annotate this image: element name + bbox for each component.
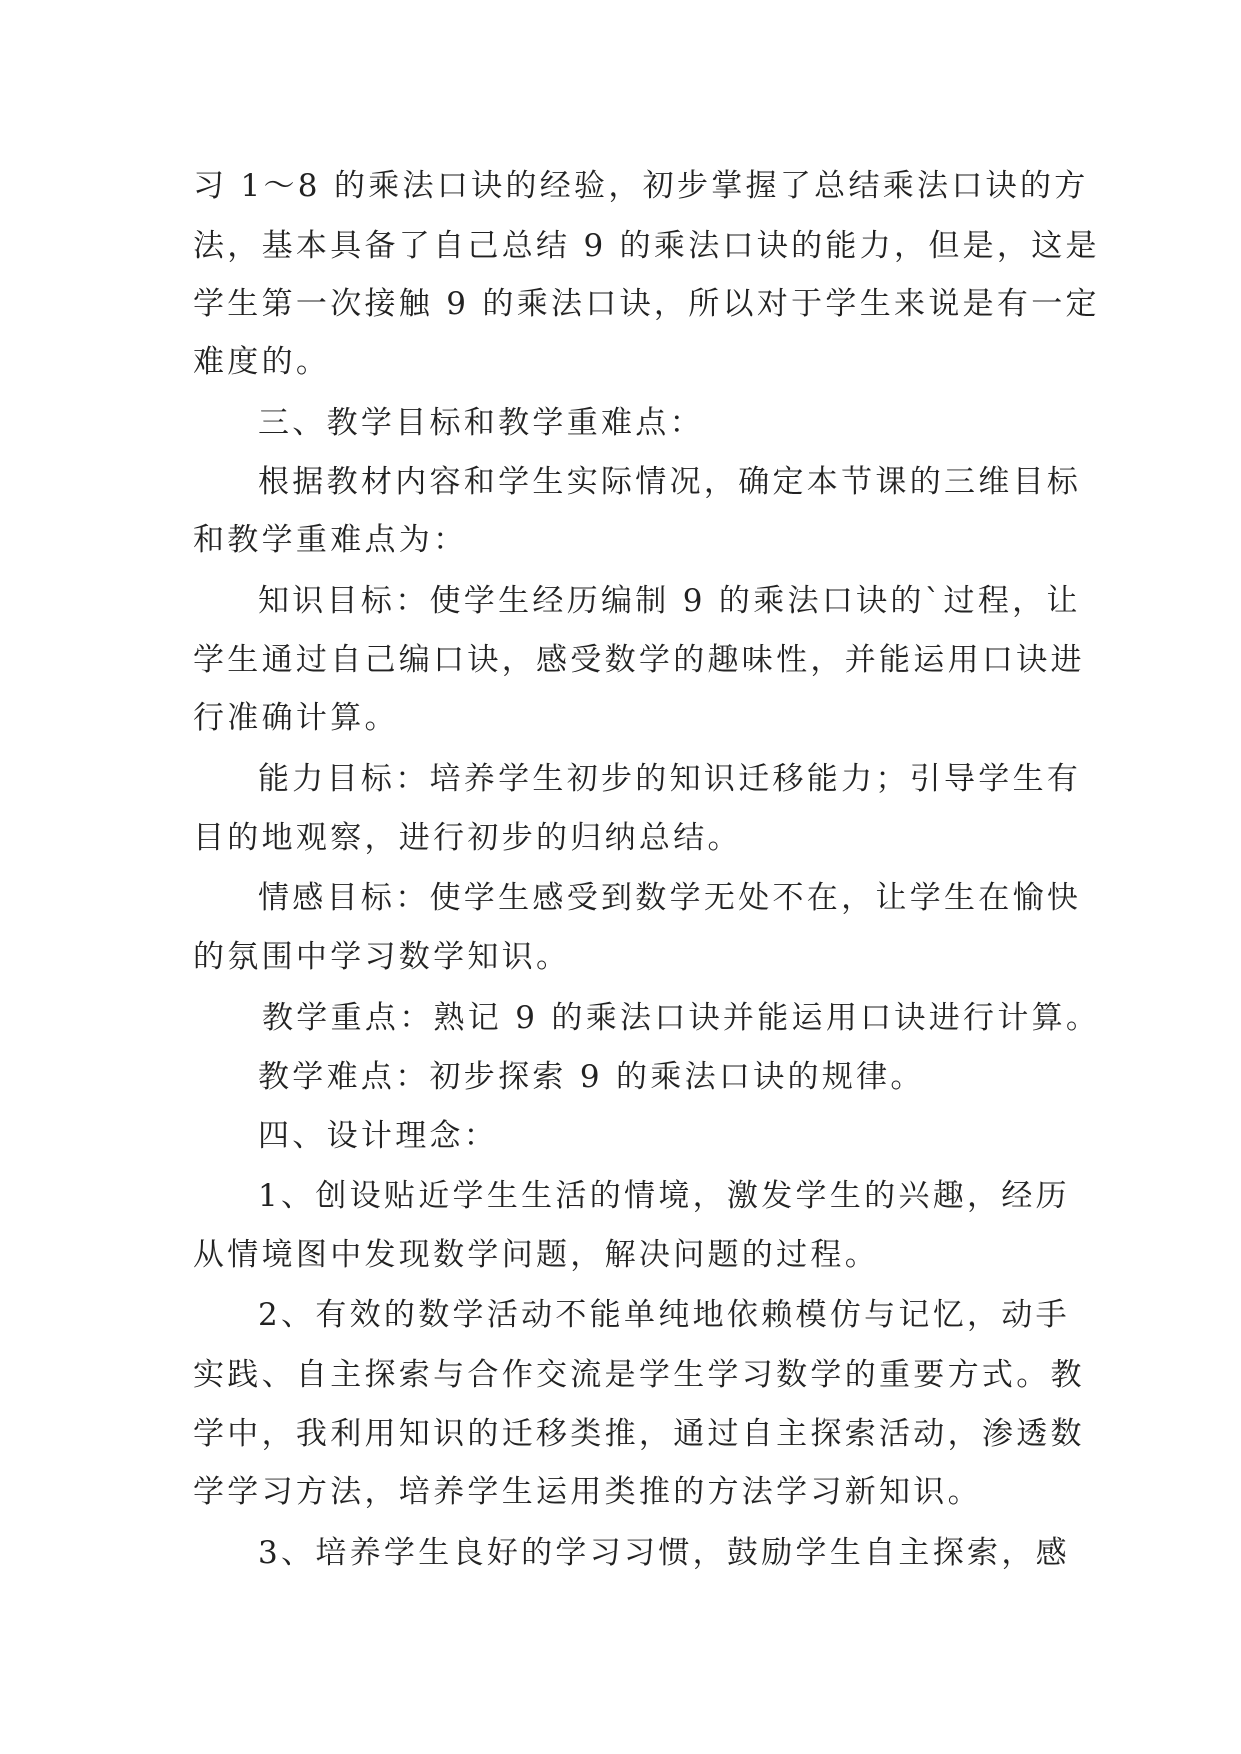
- text-line: 1、创设贴近学生生活的情境，激发学生的兴趣，经历: [258, 1178, 1070, 1214]
- text-line: 从情境图中发现数学问题，解决问题的过程。: [193, 1237, 879, 1273]
- text-line: 学生通过自己编口诀，感受数学的趣味性，并能运用口诀进: [193, 642, 1085, 678]
- text-line: 学生第一次接触 9 的乘法口诀，所以对于学生来说是有一定: [193, 286, 1100, 322]
- text-line: 习 1～8 的乘法口诀的经验，初步掌握了总结乘法口诀的方: [193, 168, 1089, 204]
- text-line: 3、培养学生良好的学习习惯，鼓励学生自主探索，感: [258, 1535, 1070, 1571]
- text-line: 学中，我利用知识的迁移类推，通过自主探索活动，渗透数: [193, 1416, 1085, 1452]
- text-line: 实践、自主探索与合作交流是学生学习数学的重要方式。教: [193, 1357, 1085, 1393]
- text-line: 根据教材内容和学生实际情况，确定本节课的三维目标: [258, 464, 1082, 500]
- text-line: 学学习方法，培养学生运用类推的方法学习新知识。: [193, 1474, 982, 1510]
- text-line: 和教学重难点为：: [193, 522, 468, 558]
- section-heading: 三、教学目标和教学重难点：: [258, 405, 704, 441]
- text-line: 教学重点：熟记 9 的乘法口诀并能运用口诀进行计算。: [262, 1000, 1101, 1036]
- text-line: 能力目标：培养学生初步的知识迁移能力；引导学生有: [258, 761, 1082, 797]
- text-line: 知识目标：使学生经历编制 9 的乘法口诀的`过程，让: [258, 583, 1081, 619]
- text-line: 难度的。: [193, 344, 331, 380]
- text-line: 法，基本具备了自己总结 9 的乘法口诀的能力，但是，这是: [193, 228, 1100, 264]
- text-line: 2、有效的数学活动不能单纯地依赖模仿与记忆，动手: [258, 1297, 1070, 1333]
- section-heading: 四、设计理念：: [258, 1118, 499, 1154]
- text-line: 情感目标：使学生感受到数学无处不在，让学生在愉快: [258, 880, 1082, 916]
- text-line: 目的地观察，进行初步的归纳总结。: [193, 820, 742, 856]
- text-line: 行准确计算。: [193, 700, 399, 736]
- text-line: 教学难点：初步探索 9 的乘法口诀的规律。: [258, 1059, 925, 1095]
- text-line: 的氛围中学习数学知识。: [193, 939, 571, 975]
